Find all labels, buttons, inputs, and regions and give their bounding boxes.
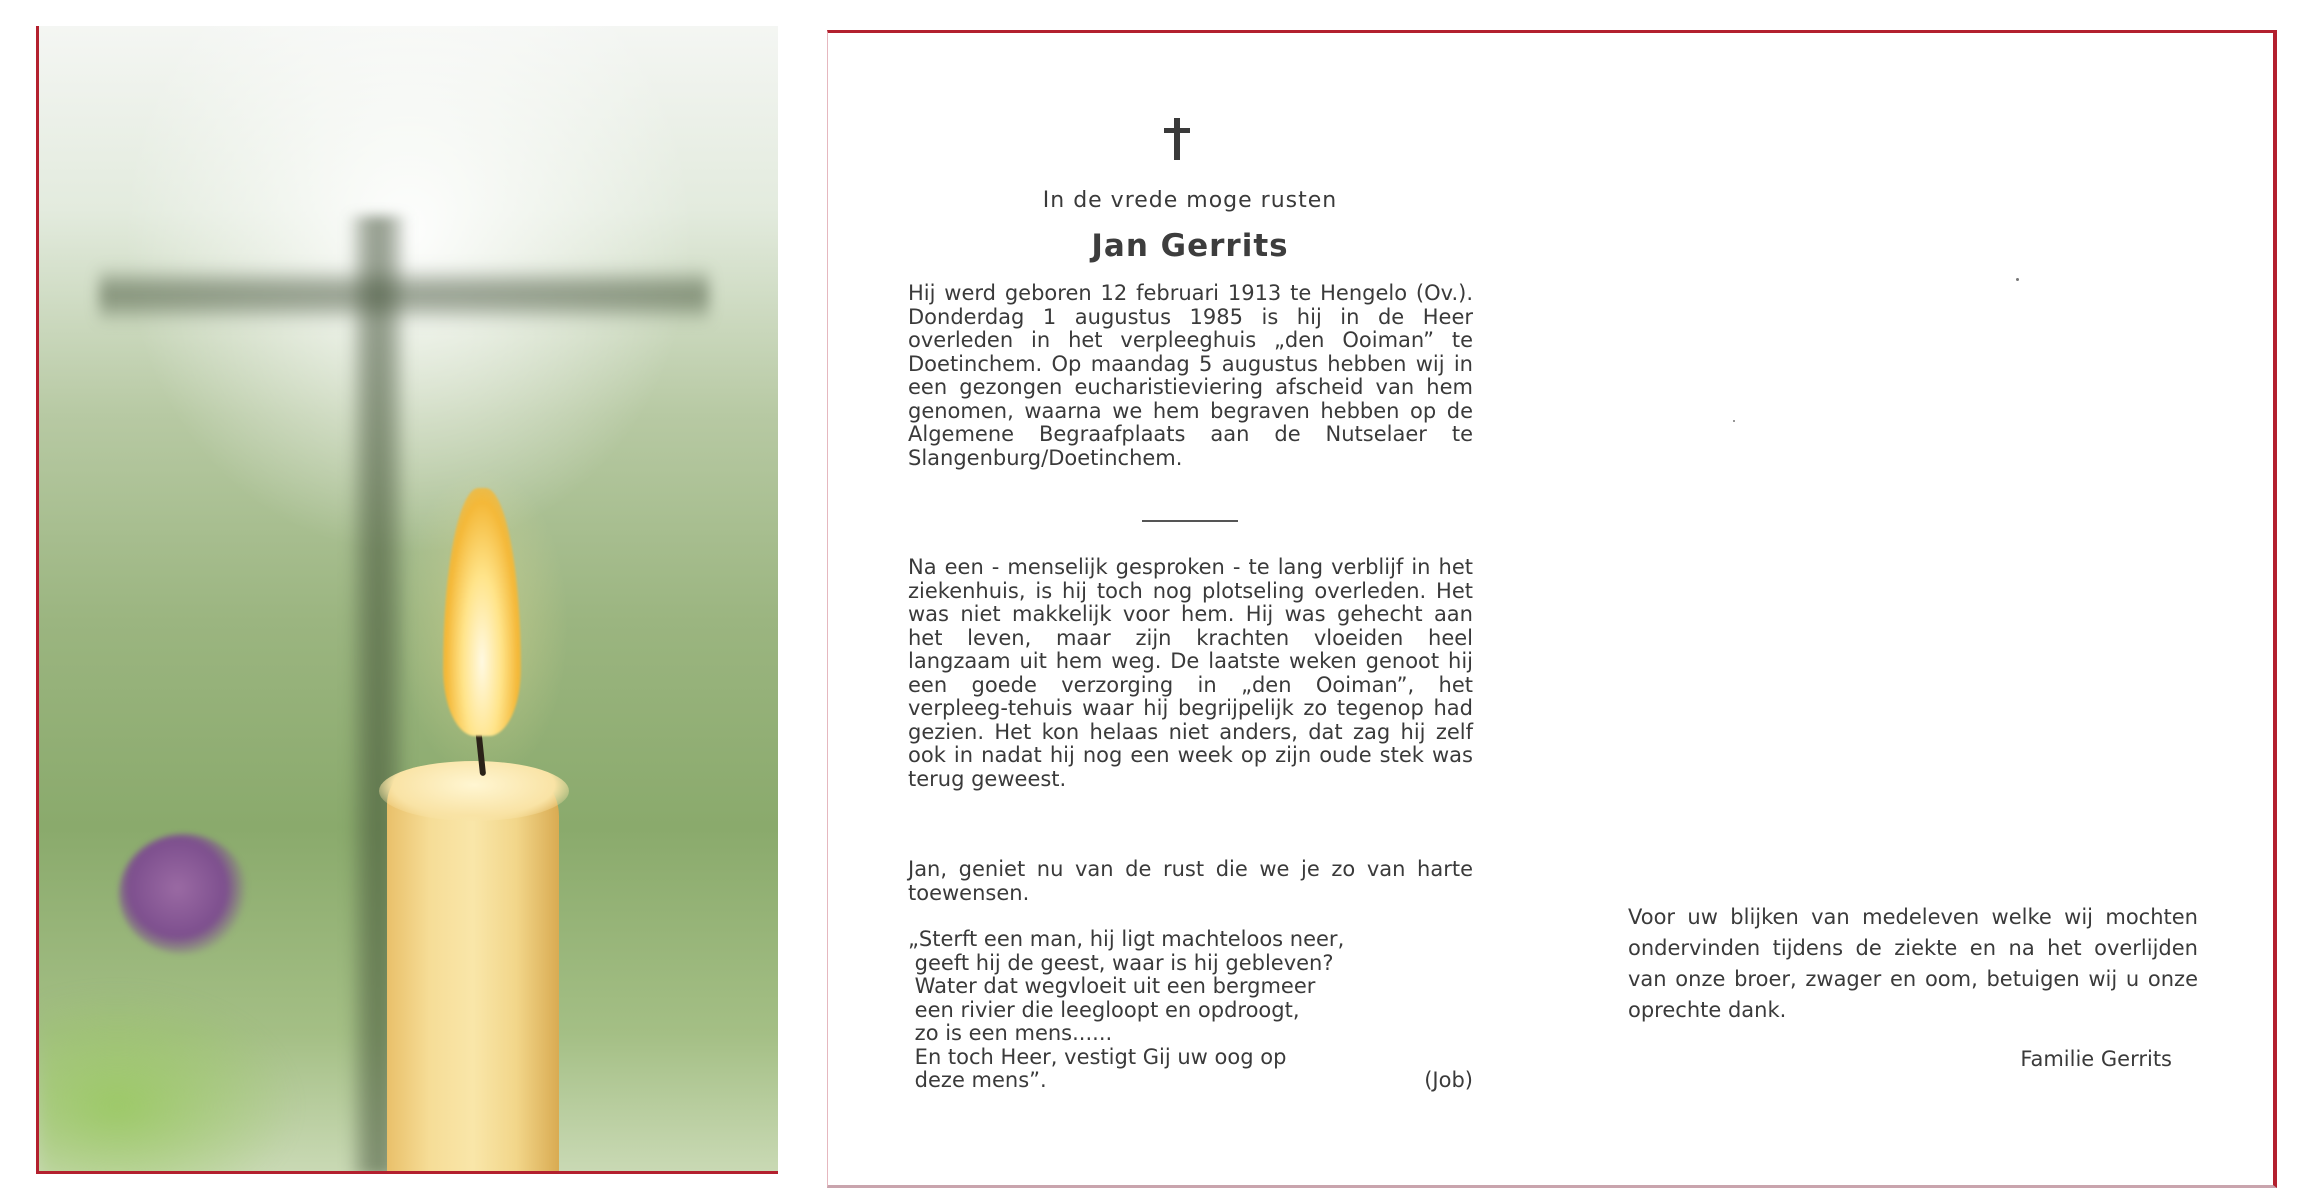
- candle-photo: [36, 26, 778, 1174]
- poem-line: Water dat wegvloeit uit een bergmeer: [908, 974, 1316, 998]
- foliage: [39, 986, 299, 1174]
- deceased-name: Jan Gerrits: [1091, 228, 1289, 264]
- poem-source: (Job): [1424, 1068, 1473, 1092]
- paper-speck: [1733, 420, 1735, 422]
- poem-line: geeft hij de geest, waar is hij gebleven?: [908, 950, 1334, 975]
- poem-line: deze mens”.: [908, 1068, 1047, 1092]
- poem-line: zo is een mens......: [908, 1021, 1113, 1045]
- candle: [387, 766, 559, 1174]
- thanks-paragraph: Voor uw blijken van medeleven welke wij mochten ondervinden tijdens de ziekte en na het overlijden van onze broer, zwager en oom, betuigen wij u onze oprechte dank.: [1628, 905, 2198, 1022]
- candle-wax-top: [379, 761, 569, 821]
- rip-heading: In de vrede moge rusten: [1042, 188, 1338, 213]
- family-signature: Familie Gerrits: [2020, 1047, 2172, 1071]
- cross-icon: [1158, 118, 1198, 164]
- wish-paragraph: Jan, geniet nu van de rust die we je zo van harte toewensen.: [908, 857, 1473, 905]
- birth-paragraph: Hij werd geboren 12 februari 1913 te Hengelo (Ov.). Donderdag 1 augustus 1985 is hij in de Heer overleden in het verpleeghuis „den Ooiman” te Doetinchem. Op maandag 5 augustus hebben wij in een gezongen eucharistieviering afscheid van hem genomen, waarna we hem begraven hebben op de Algemene Begraafplaats aan de Nutselaer te Slangenburg/Doetinchem.: [908, 281, 1473, 470]
- poem-line: En toch Heer, vestigt Gij uw oog op: [908, 1044, 1287, 1069]
- paper-speck: [2016, 278, 2019, 281]
- life-paragraph: Na een - menselijk gesproken - te lang verblijf in het ziekenhuis, is hij toch nog plotseling overleden. Het was niet makkelijk voor hem. Hij was gehecht aan het leven, maar zijn krachten vloeiden heel langzaam uit hem weg. De laatste weken genoot hij een goede verzorging in „den Ooiman”, het verpleeg-tehuis waar hij begrijpelijk zo tegenop had gezien. Het kon helaas niet anders, dat zag hij zelf ook in nadat hij nog een week op zijn oude stek was terug geweest.: [908, 555, 1473, 791]
- poem-line: „Sterft een man, hij ligt machteloos neer,: [908, 927, 1345, 951]
- poem: [908, 928, 1473, 1093]
- purple-flower: [119, 834, 249, 954]
- poem-last-line: [908, 1069, 1473, 1093]
- poem-line: een rivier die leegloopt en opdroogt,: [908, 997, 1300, 1022]
- divider: [1142, 520, 1238, 522]
